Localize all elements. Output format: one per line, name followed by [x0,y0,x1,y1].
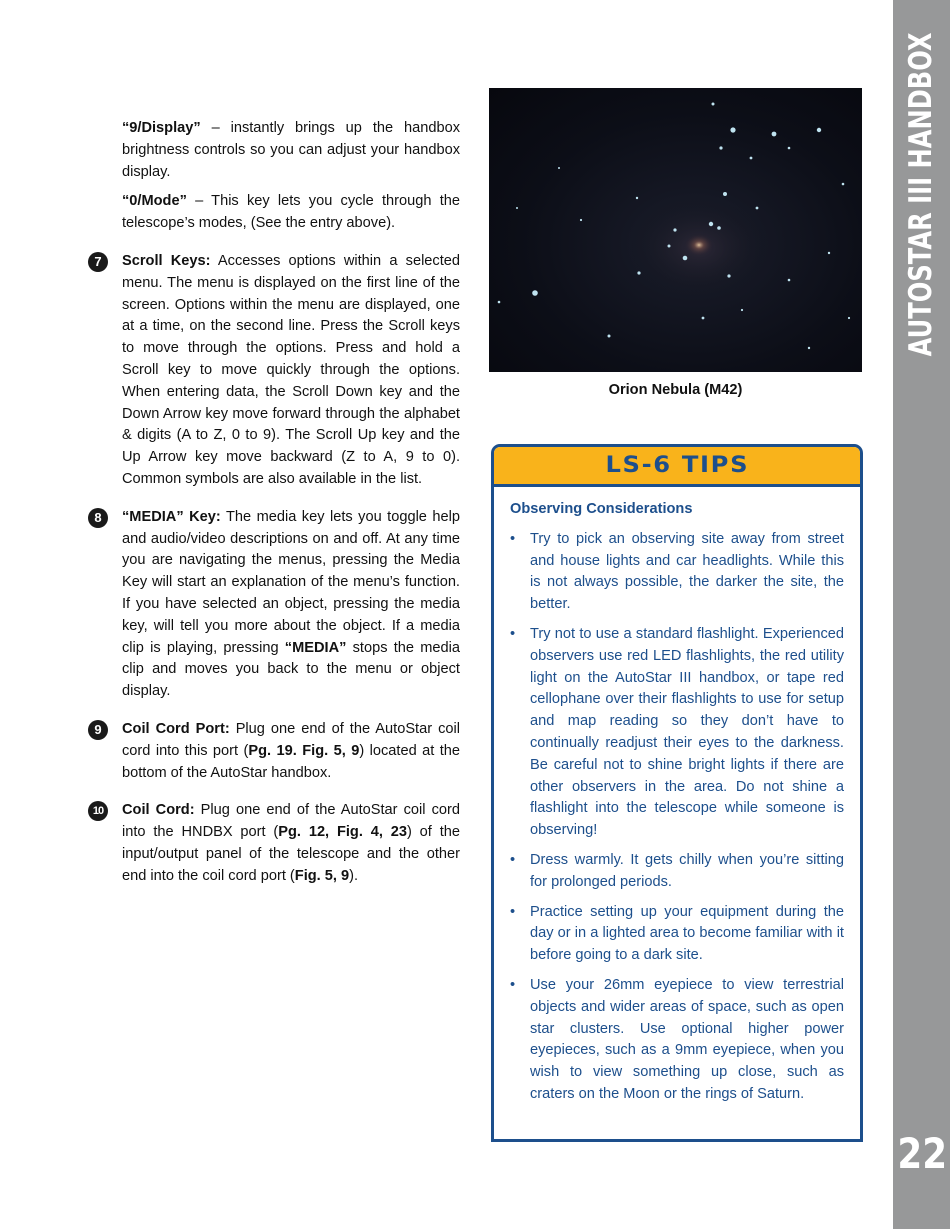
page-number: 22 [897,1129,948,1178]
coil-cord-item [88,800,460,887]
media-key-bold: “MEDIA” [284,639,347,656]
tip-text: Try to pick an observing site away from street and house lights and car headlights. While this is not always possible, the darker the site, the better. [530,530,844,613]
coil-cord-text-2: ) of the input/output panel of the telescope and the other end into the coil cord port ( [122,824,460,884]
scroll-keys-item [88,251,460,491]
item-number-8: 8 [88,508,108,528]
coil-cord-text-3: ). [349,867,359,884]
coil-cord-label: Coil Cord: [122,802,195,819]
mode-key-paragraph [88,191,460,235]
mode-key-text: – This key lets you cycle through the telescope’s modes, (See the entry above). [122,193,460,232]
display-key-label: “9/Display” [122,120,201,136]
tip-item [510,975,844,1106]
tip-text: Practice setting up your equipment during the day or in a lighted area to become familiar with it before going to a dark site. [530,903,844,964]
media-key-text-2: stops the media clip and moves you back to the menu or object display. [122,639,460,700]
tip-bullet: • [510,625,516,642]
tip-bullet: • [510,530,516,547]
star-field [489,88,862,372]
tip-bullet: • [510,851,516,868]
media-key-text-1: The media key lets you toggle help and audio/video descriptions on and off. At any time you are navigating the menus, pressing the Media Key will start an explanation of the menu’s function. If you have selected an object, pressing the media key, will tell you more about the object. If a media clip is playing, pressing [122,508,460,656]
item-number-7: 7 [88,252,108,272]
tip-text: Dress warmly. It gets chilly when you’re sitting for prolonged periods. [530,851,844,890]
orion-nebula-photo [489,88,862,372]
tip-item [510,529,844,616]
coil-cord-ref-1: Pg. 12, Fig. 4, 23 [278,824,407,841]
item-number-9: 9 [88,720,108,740]
tip-item [510,902,844,967]
media-key-label: “MEDIA” Key: [122,508,221,525]
coil-cord-port-label: Coil Cord Port: [122,720,230,737]
tips-header [494,447,860,487]
tips-body [494,487,860,1106]
tips-box [491,444,863,1142]
photo-caption: Orion Nebula (M42) [608,382,743,398]
tip-item [510,624,844,842]
tip-bullet: • [510,903,516,920]
coil-cord-port-item [88,719,460,784]
mode-key-label: “0/Mode” [122,193,187,210]
scroll-keys-text: Accesses options within a selected menu. The menu is displayed on the first line of the screen. Options within the menu are displayed, one at a time, on the second line. Press the Scroll keys to move through the options. Press and hold a Scroll key to move quickly through the options. When entering data, the Scroll Down key and the Down Arrow key move forward through the alphabet & digits (A to Z, 0 to 9). The Scroll Up key and the Up Arrow key move backward (Z to A, 9 to 0). Common symbols are also available in the list. [122,252,461,487]
tips-subtitle: Observing Considerations [510,501,693,517]
media-key-item [88,507,460,703]
tip-bullet: • [510,976,516,993]
coil-cord-ref-2: Fig. 5, 9 [294,867,350,884]
coil-cord-text-1: Plug one end of the AutoStar coil cord into the HNDBX port ( [122,802,460,841]
nebula-core [685,234,713,256]
coil-cord-port-text-1: Plug one end of the AutoStar coil cord into this port ( [122,720,460,759]
left-column [88,118,460,888]
display-key-text: – instantly brings up the handbox brightness controls so you can adjust your handbox display. [122,120,460,180]
display-key-paragraph [88,118,460,183]
tips-title: LS-6 TIPS [605,453,749,478]
tip-text: Use your 26mm eyepiece to view terrestrial objects and wider areas of space, such as open star clusters. Use optional higher power eyepieces, such as a 9mm eyepiece, when you wish to view something up close, such as craters on the Moon or the rings of Saturn. [530,976,844,1102]
tip-item [510,850,844,894]
tip-text: Try not to use a standard flashlight. Experienced observers use red LED flashlights, the red utility light on the AutoStar III handbox, or tape red cellophane over their flashlights to use for setup and map reading so they don’t have to continually readjust their eyes to the darkness. Be careful not to shine bright lights if there are other observers in the area. Do not shine a flashlight into the telescope while someone is observing! [530,625,844,839]
coil-cord-port-ref: Pg. 19. Fig. 5, 9 [248,742,360,759]
coil-cord-port-text-2: ) located at the bottom of the AutoStar handbox. [122,742,461,781]
item-number-10: 10 [88,801,108,821]
sidebar-title: AUTOSTAR III HANDBOX [903,32,939,357]
scroll-keys-label: Scroll Keys: [122,252,211,269]
